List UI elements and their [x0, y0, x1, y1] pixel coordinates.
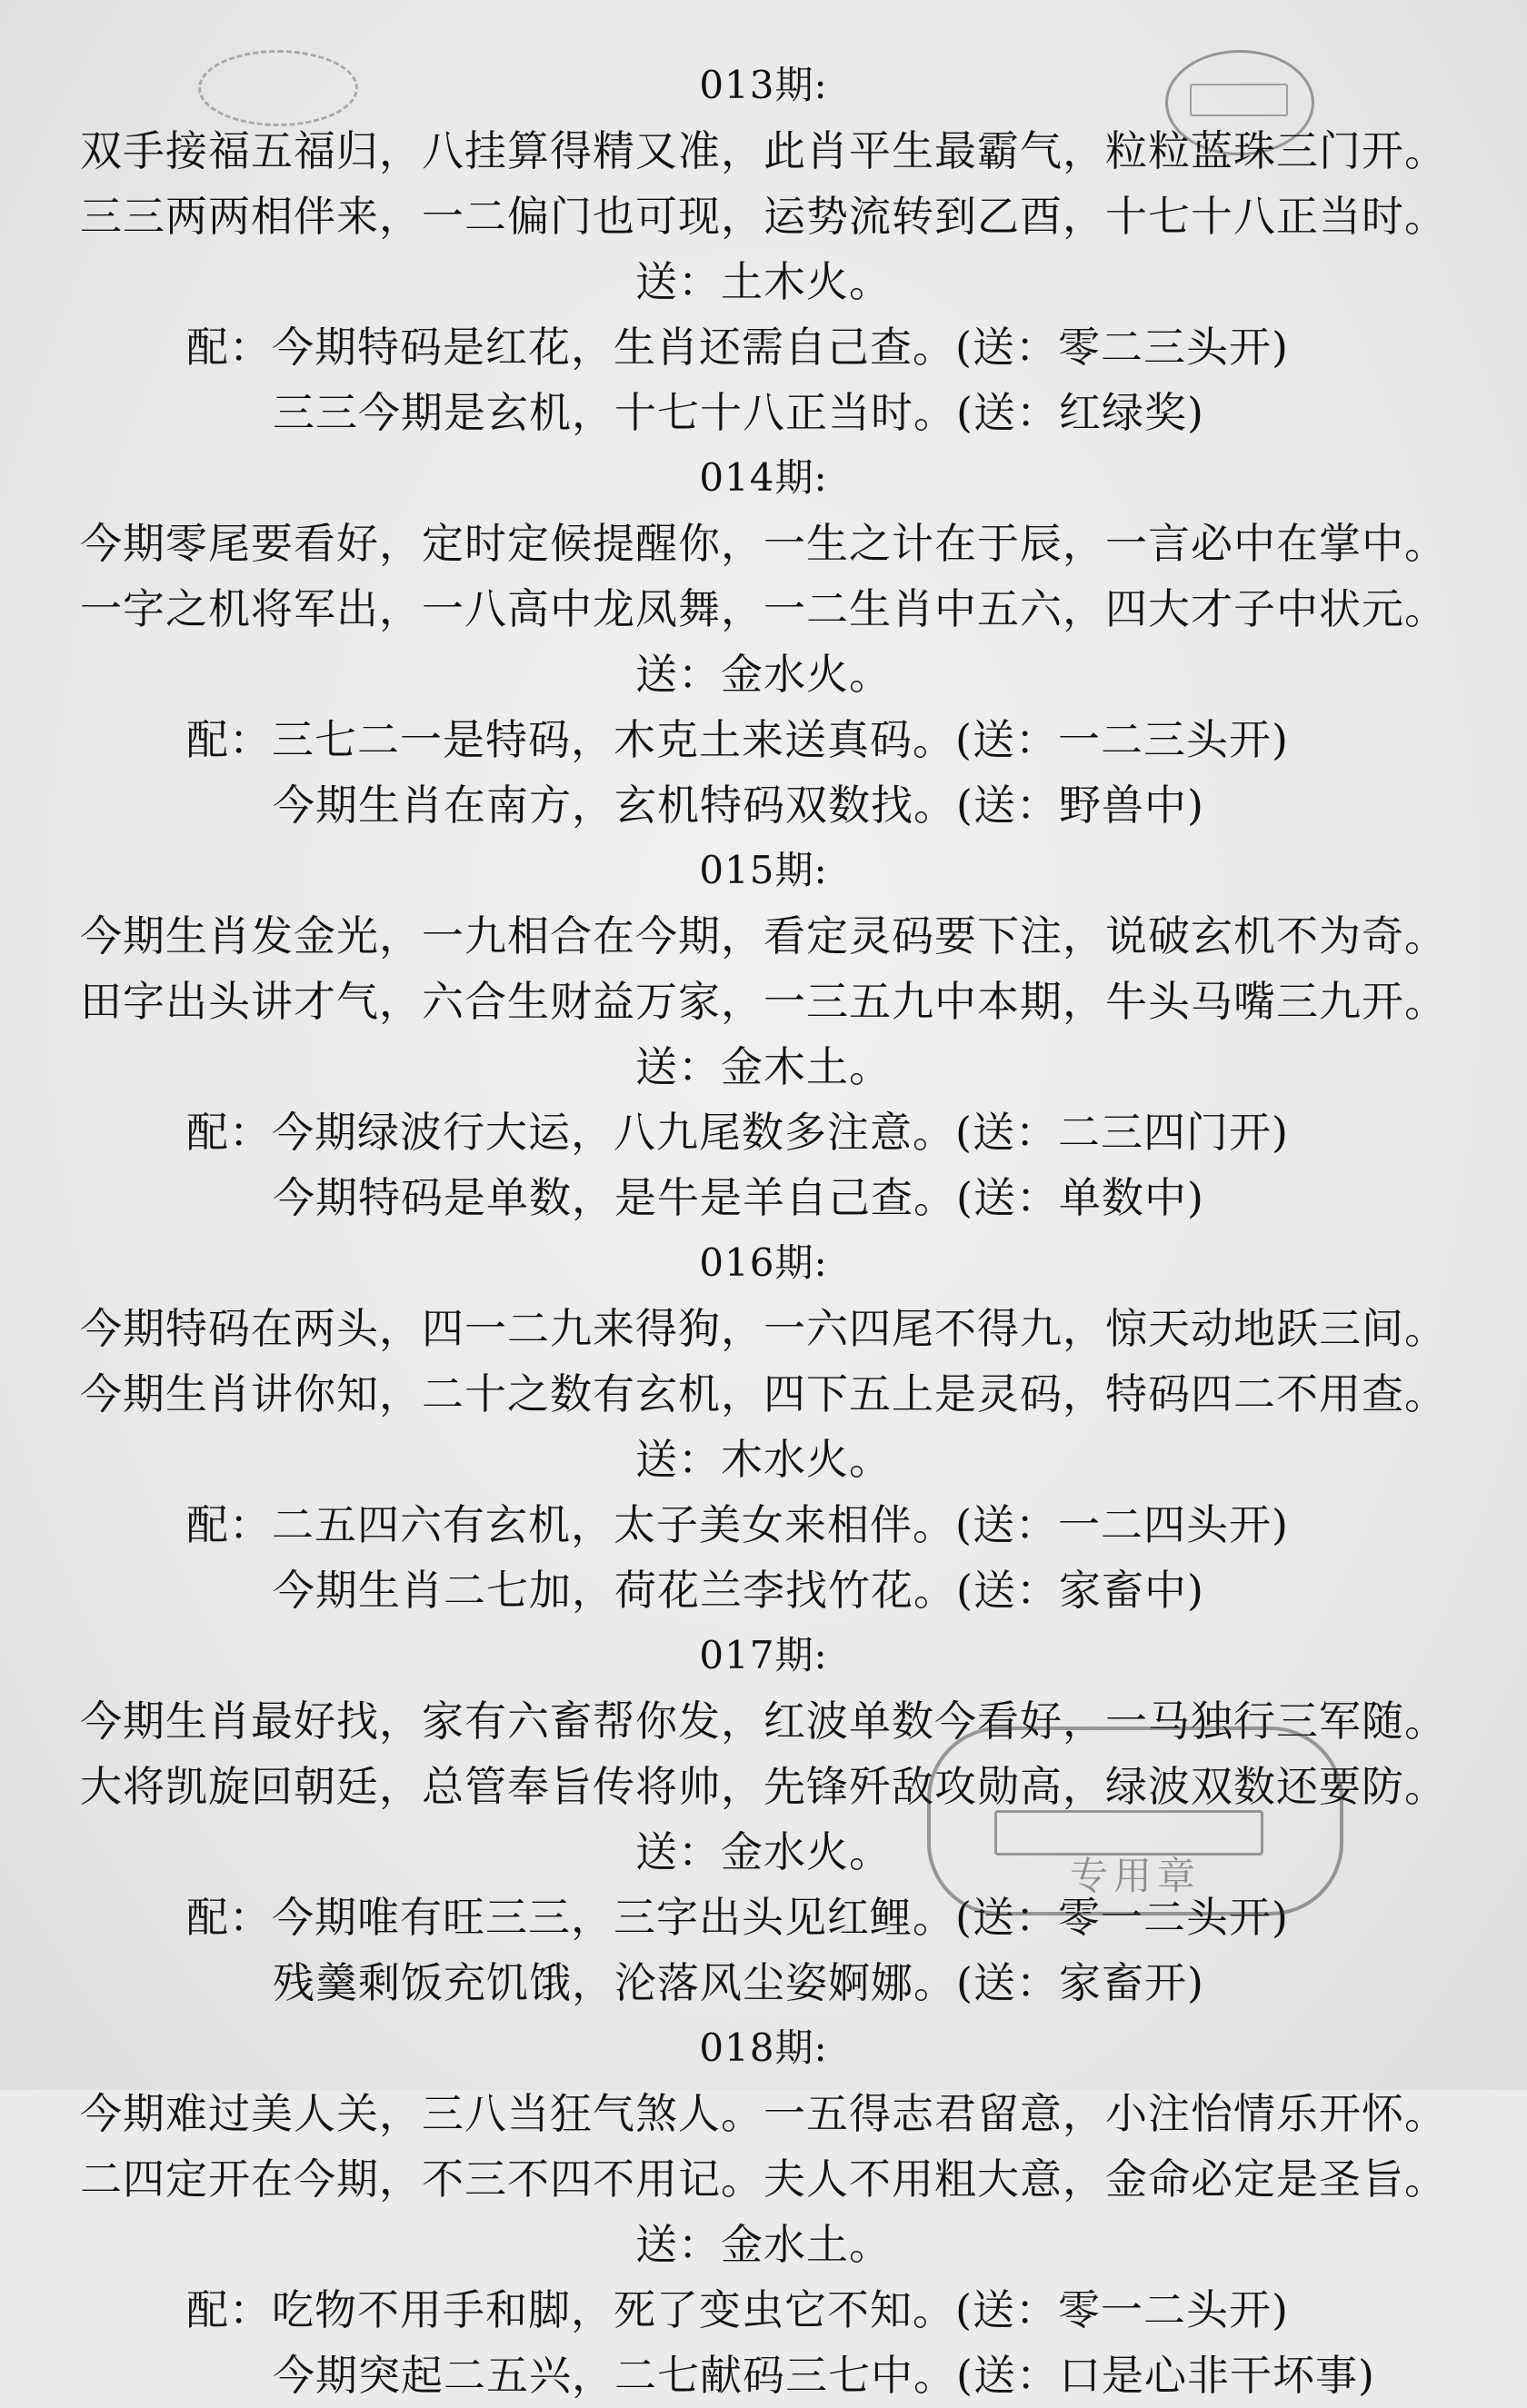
pei-line: 配：三七二一是特码，木克土来送真码。(送：一二三头开)	[186, 715, 1289, 764]
song-line: 送：金水火。	[635, 650, 892, 699]
song-line: 送：金水土。	[635, 2220, 892, 2269]
song-line: 送：木水火。	[635, 1435, 892, 1484]
period-block-014	[0, 445, 1527, 838]
period-title: 015期:	[699, 848, 828, 892]
period-title: 013期:	[699, 63, 828, 107]
song-line: 送：金水火。	[635, 1827, 892, 1876]
song-line: 送：金木土。	[635, 1042, 892, 1091]
pei-line: 今期突起二五兴，二七献码三七中。(送：口是心非干坏事)	[273, 2351, 1375, 2400]
verse-line: 今期特码在两头，四一二九来得狗，一六四尾不得九，惊天动地跃三间。	[80, 1304, 1447, 1353]
period-title: 014期:	[699, 455, 828, 500]
verse-line: 今期难过美人关，三八当狂气煞人。一五得志君留意，小注怡情乐开怀。	[80, 2089, 1447, 2138]
pei-line: 残羹剩饭充饥饿，沦落风尘姿婀娜。(送：家畜开)	[273, 1958, 1204, 2007]
verse-line: 今期生肖讲你知，二十之数有玄机，四下五上是灵码，特码四二不用查。	[80, 1369, 1447, 1418]
verse-line: 双手接福五福归，八挂算得精又准，此肖平生最霸气，粒粒蓝珠三门开。	[80, 126, 1447, 175]
period-title: 016期:	[699, 1240, 828, 1285]
period-block-015	[0, 838, 1527, 1230]
verse-line: 今期生肖发金光，一九相合在今期，看定灵码要下注，说破玄机不为奇。	[80, 911, 1447, 960]
stamp-text: 专用章	[1069, 1854, 1201, 1898]
stamp-bottom-right	[927, 1726, 1343, 1915]
pei-line: 配：今期特码是红花，生肖还需自己查。(送：零二三头开)	[186, 323, 1289, 372]
pei-line: 今期生肖二七加，荷花兰李找竹花。(送：家畜中)	[273, 1566, 1204, 1615]
pei-line: 配：今期绿波行大运，八九尾数多注意。(送：二三四门开)	[186, 1108, 1289, 1157]
pei-line: 配：今期唯有旺三三，三字出头见红鲤。(送：零一二头开)	[186, 1893, 1289, 1942]
period-block-016	[0, 1230, 1527, 1623]
pei-line: 今期生肖在南方，玄机特码双数找。(送：野兽中)	[273, 781, 1204, 830]
verse-line: 田字出头讲才气，六合生财益万家，一三五九中本期，牛头马嘴三九开。	[80, 977, 1447, 1026]
period-title: 018期:	[699, 2025, 828, 2070]
verse-line: 大将凯旋回朝廷，总管奉旨传将帅，先锋歼敌攻勋高，绿波双数还要防。	[80, 1762, 1447, 1811]
pei-line: 今期特码是单数，是牛是羊自己查。(送：单数中)	[273, 1173, 1204, 1222]
period-block-013	[0, 53, 1527, 445]
document-content	[0, 53, 1527, 2408]
verse-line: 二四定开在今期，不三不四不用记。夫人不用粗大意，金命必定是圣旨。	[80, 2154, 1447, 2204]
pei-line: 配：二五四六有玄机，太子美女来相伴。(送：一二四头开)	[186, 1500, 1289, 1549]
verse-line: 今期生肖最好找，家有六畜帮你发，红波单数今看好，一马独行三军随。	[80, 1697, 1447, 1746]
period-title: 017期:	[699, 1633, 828, 1677]
verse-line: 一字之机将军出，一八高中龙凤舞，一二生肖中五六，四大才子中状元。	[80, 584, 1447, 633]
song-line: 送：土木火。	[635, 257, 892, 306]
period-block-018	[0, 2015, 1527, 2408]
pei-line: 配：吃物不用手和脚，死了变虫它不知。(送：零一二头开)	[186, 2285, 1289, 2334]
verse-line: 今期零尾要看好，定时定候提醒你，一生之计在于辰，一言必中在掌中。	[80, 519, 1447, 568]
pei-line: 三三今期是玄机，十七十八正当时。(送：红绿奖)	[273, 388, 1204, 437]
verse-line: 三三两两相伴来，一二偏门也可现，运势流转到乙酉，十七十八正当时。	[80, 192, 1447, 241]
